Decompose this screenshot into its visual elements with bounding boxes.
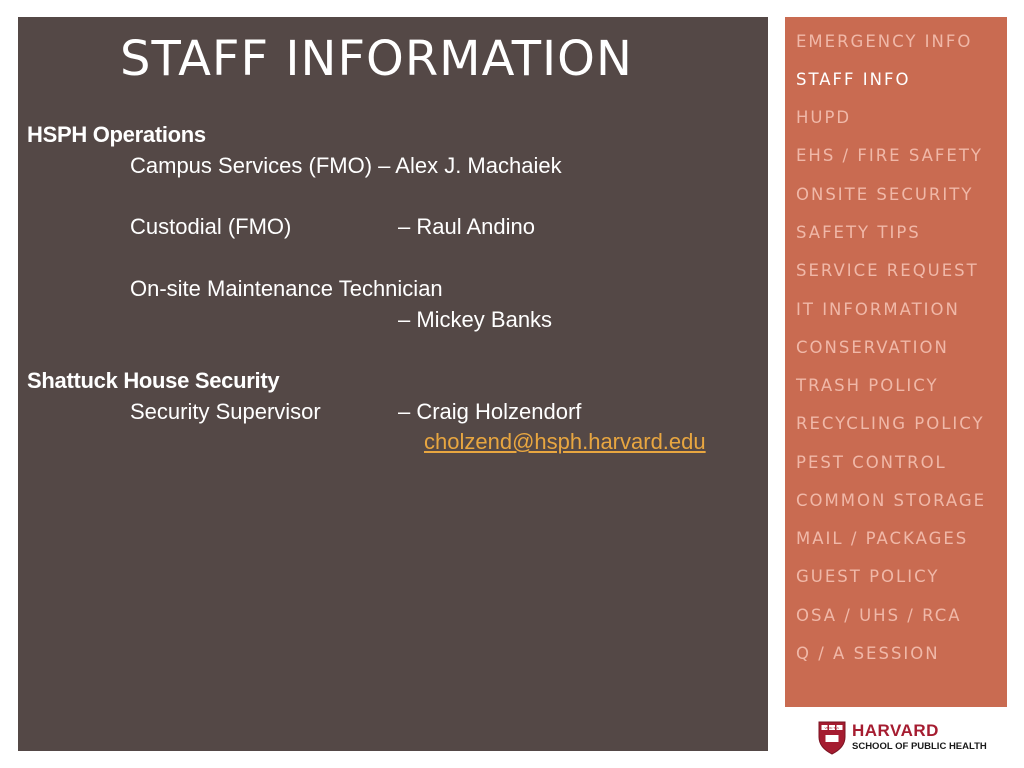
nav-item-emergency-info[interactable]: EMERGENCY INFO [796, 32, 973, 51]
nav-item-onsite-security[interactable]: ONSITE SECURITY [796, 185, 974, 204]
nav-item-safety-tips[interactable]: SAFETY TIPS [796, 223, 921, 242]
nav-item-qa-session[interactable]: Q / A SESSION [796, 644, 940, 663]
nav-item-common-storage[interactable]: COMMON STORAGE [796, 491, 987, 510]
maintenance-technician-label: On-site Maintenance Technician [130, 276, 443, 301]
nav-item-staff-info[interactable]: STAFF INFO [796, 70, 911, 89]
nav-item-mail-packages[interactable]: MAIL / PACKAGES [796, 529, 969, 548]
nav-item-guest-policy[interactable]: GUEST POLICY [796, 567, 940, 586]
section-heading-hsph-operations: HSPH Operations [27, 122, 206, 147]
campus-services-contact: Campus Services (FMO) – Alex J. Machaiek [130, 153, 562, 178]
logo-school-name: SCHOOL OF PUBLIC HEALTH [852, 741, 987, 752]
custodial-label: Custodial (FMO) [130, 214, 292, 239]
logo-name: HARVARD [852, 721, 939, 740]
harvard-logo [818, 721, 996, 759]
nav-item-pest-control[interactable]: PEST CONTROL [796, 453, 947, 472]
security-email-link[interactable]: cholzend@hsph.harvard.edu [424, 429, 706, 454]
shield-lettering: VE RI TAS [824, 726, 839, 730]
custodial-contact: – Raul Andino [398, 214, 535, 239]
security-supervisor-label: Security Supervisor [130, 399, 321, 424]
maintenance-technician-contact: – Mickey Banks [398, 307, 553, 332]
nav-item-it-information[interactable]: IT INFORMATION [796, 300, 960, 319]
page-title: STAFF INFORMATION [120, 31, 633, 87]
sidebar-nav [785, 17, 1007, 707]
security-supervisor-contact: – Craig Holzendorf [398, 399, 582, 424]
nav-item-recycling-policy[interactable]: RECYCLING POLICY [796, 414, 985, 433]
nav-item-service-request[interactable]: SERVICE REQUEST [796, 261, 979, 280]
nav-item-osa-uhs-rca[interactable]: OSA / UHS / RCA [796, 606, 962, 625]
nav-item-conservation[interactable]: CONSERVATION [796, 338, 949, 357]
main-content-panel [18, 17, 768, 751]
harvard-shield-icon [818, 721, 846, 755]
section-heading-shattuck-security: Shattuck House Security [27, 368, 280, 393]
nav-item-ehs-fire-safety[interactable]: EHS / FIRE SAFETY [796, 146, 983, 165]
nav-item-trash-policy[interactable]: TRASH POLICY [796, 376, 939, 395]
nav-item-hupd[interactable]: HUPD [796, 108, 852, 127]
